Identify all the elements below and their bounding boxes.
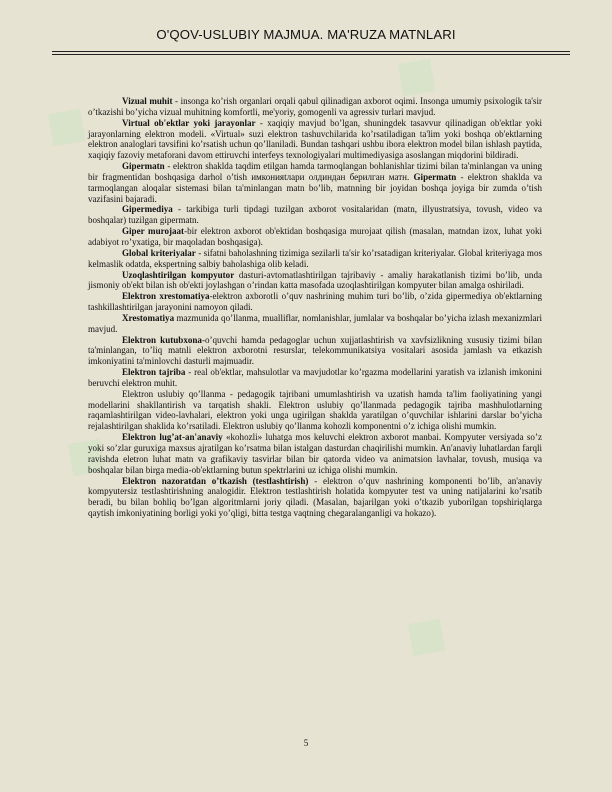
definition: - tarkibiga turli tipdagi tuzilgan axborot vositalaridan (matn, illyustratsiya, tovush, video va boshqalar) tuzilgan gipermatn. — [88, 204, 542, 226]
term: Gipermatn — [122, 161, 165, 172]
paragraph — [88, 226, 542, 248]
paragraph — [88, 367, 542, 389]
term: Elektron tajriba — [122, 367, 186, 378]
paragraph — [88, 291, 542, 313]
definition: -bir elektron axborot ob'ektidan boshqasiga murojaat qilish (masalan, matndan izox, luhat yoki adabiyot ro’yxatiga, bir maqoladan boshqasiga). — [88, 226, 542, 247]
paragraph — [88, 161, 542, 204]
definition: - elektron shaklda va tarmoqlangan aloqalar sistemasi bilan ta'minlangan matn bo’lib, matnning bir joyidan boshqa joyiga bir zumda o’tish vazifasini bajaradi. — [88, 171, 542, 204]
paragraph — [88, 476, 542, 519]
definition: Elektron uslubiy qo’llanma - pedagogik tajribani umumlashtirish va uzatish hamda ta'lim faoliyatining yangi modellarini shakllantirish va tarqatish shakli. Elektron uslubiy qo’llanmada pedagogik tajriba mashhulotlarning raqamlashtirilgan video-lavhalari, elektron yoki unga ugirilgan shaklda yaratilgan o’quvchilar ishlarini darslar bo’yicha rejalashtirilgan shaklida ko’rsatiladi. Elektron uslubiy qo’llanma kohozli komponentni o’z ichiga olishi mumkin. — [88, 388, 542, 432]
term: Gipermediya — [122, 204, 173, 215]
header-rule-thin — [52, 54, 570, 55]
definition: dasturi-avtomatlashtirilgan tajribaviy - amaliy harakatlanish tizimi bo’lib, unda jismoniy ob'ekt bilan ish ob'ekti joylashgan o’rindan katta masofada uzoqlashtirilgan kompyuter bilan amalga oshiriladi. — [88, 269, 542, 291]
definition: - insonga ko’rish organlari orqali qabul qilinadigan axborot oqimi. Insonga umumiy psixologik ta'sir o’tkazishi bo’yicha vizual muhitning komfortli, me'yoriy, gomogenli va agressiv turlari mavjud. — [88, 96, 542, 117]
paragraph — [88, 118, 542, 161]
term: Uzoqlashtirilgan kompyutor — [122, 269, 235, 280]
paragraph — [88, 96, 542, 118]
definition: - sifatni baholashning tizimiga sezilarli ta'sir ko’rsatadigan kriteriyalar. Global kriteriyaga mos kelmaslik odatda, ekspertning salbiy baholashiga olib keladi. — [88, 247, 542, 269]
definition: mazmunida qo’llanma, mualliflar, nomlanishlar, jumlalar va boshqalar bo’yicha izlash mexanizmlari mavjud. — [88, 312, 542, 334]
definition: - real ob'ektlar, mahsulotlar va mavjudotlar ko’rgazma modellarini yaratish va izlanish imkonini beruvchi elektron muhit. — [88, 367, 542, 388]
page-body — [88, 96, 542, 519]
paragraph — [88, 270, 542, 292]
definition: -elektron axborotli o’quv nashrining muhim turi bo’lib, o’zida gipermediya ob'ektlarning tashkillashtirilgan jarayonini namoyon qiladi. — [88, 291, 542, 313]
term: Elektron nazoratdan o’tkazish (testlashtirish) — [122, 475, 309, 486]
term: Vizual muhit — [122, 96, 173, 106]
term: Elektron lug’at-an'anaviy — [122, 432, 223, 443]
term: Xrestomatiya — [122, 312, 175, 323]
definition: - elektron shaklda taqdim etilgan hamda tarmoqlangan bohlanishlar tizimi bilan ta'minlangan va uning bir fragmentidan boshqasiga darhol o’tish имконияtлари олдиндан берилган матн. — [88, 161, 542, 182]
header-rule — [52, 51, 570, 52]
watermark-mark: ◆ — [41, 416, 125, 494]
term: Virtual ob'ektlar yoki jarayonlar — [122, 117, 256, 128]
paragraph — [88, 389, 542, 432]
definition: - xaqiqiy mavjud bo’lgan, shuningdek tasavvur qilinadigan ob'ektlar yoki jarayonlarning elektron modeli. «Virtual» suzi elektron tashuvchilarida ko’rsatiladigan ta'lim yoki boshqa ob'ektlarning elektron analoglari tavsifini ko’rsatish uchun qo’llaniladi. Bundan tashqari ushbu ibora elektron model bilan ishlash paytida, xaqiqiy fazoviy metaforani davom ettiruvchi interfeys texnologiyalari multimediyasiga asoslangan miqdorini bildiradi. — [88, 117, 542, 161]
page-header-title: O'QOV-USLUBIY MAJMUA. MA'RUZA MATNLARI — [156, 27, 456, 42]
paragraph — [88, 248, 542, 270]
term: Elektron kutubxona — [122, 334, 202, 345]
definition: «kohozli» luhatga mos keluvchi elektron axborot manbai. Kompyuter versiyada so’z yoki so’zlar guruxiga maxsus ajratilgan ko’rsatma bilan istalgan dasturdan chaqirilishi mumkin. An'anaviy luhatlardan farqli ravishda eletron luhat matn va grafikaviy tasvirlar bilan bir qatorda video va animatsion lavhalar, tovush, musiqa va boshqalar bilan birga media-ob'ektlarning butun spektrlarini uz ichiga olishi mumkin. — [88, 432, 542, 475]
watermark-mark: ◆ — [371, 36, 455, 114]
term: Gipermatn — [413, 171, 457, 182]
watermark-mark: ◆ — [21, 86, 105, 164]
definition: - elektron o’quv nashrining komponenti bo’lib, an'anaviy kompyutersiz testlashtirishning analogidir. Elektron testlashtirish holatida kompyuter test va uning natijalarini ko’rsatib beradi, bu bilan bohliq bo’lgan algoritmlarni joriy qiladi. (Masalan, bajarilgan yoki o’tkazib yuborilgan topshiriqlarga qaytish imkoniyatining borligi yoki yo’qligi, bitta testga vaqtning chegaralanganligi va hokazo). — [88, 475, 542, 519]
term: Elektron xrestomatiya — [122, 291, 210, 302]
definition: -o’quvchi hamda pedagoglar uchun xujjatlashtirish va xavfsizlikning xususiy tizimi bilan ta'minlangan, to’liq matnli elektron axborotni resurslar, telekommunikatsiya vositalari asosida jamlash va etkazish imkoniyatini ta'minlovchi dasturli majmuadir. — [88, 334, 542, 367]
term: Giper murojaat — [122, 226, 185, 237]
paragraph — [88, 204, 542, 226]
paragraph — [88, 432, 542, 475]
paragraph — [88, 335, 542, 368]
term: Global kriteriyalar — [122, 247, 196, 258]
watermark-mark: ◆ — [381, 596, 465, 674]
paragraph — [88, 313, 542, 335]
page-number: 5 — [303, 738, 309, 748]
